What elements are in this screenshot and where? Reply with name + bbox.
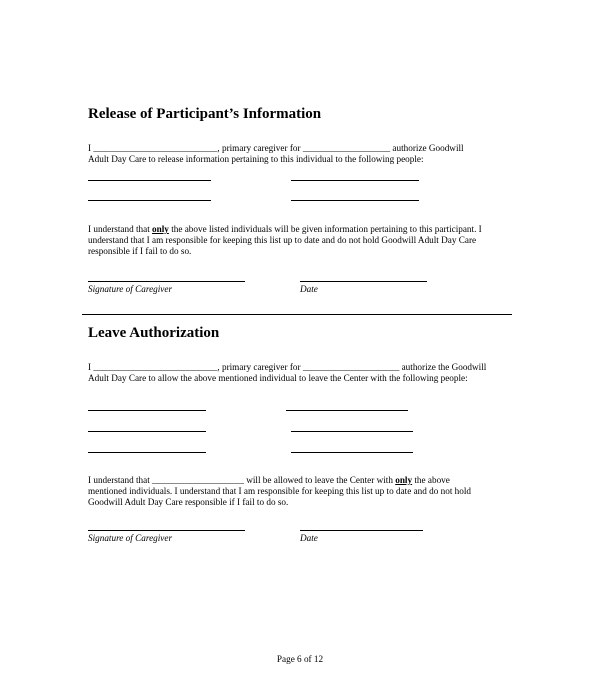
- leave-name-field-6[interactable]: [291, 452, 413, 453]
- leave-intro-line: Adult Day Care to allow the above mentioned individual to leave the Center with the following people:: [88, 373, 468, 383]
- leave-section-title: Leave Authorization: [88, 325, 220, 341]
- release-only-emphasis: only: [152, 224, 169, 234]
- leave-name-field-2[interactable]: [286, 410, 408, 411]
- release-statement-line-2: understand that I am responsible for keeping this list up to date and do not hold Goodwill Adult Day Care: [88, 235, 477, 245]
- release-statement-line-3: responsible if I fail to do so.: [88, 246, 192, 256]
- release-intro-line: Adult Day Care to release information pertaining to this individual to the following people:: [88, 154, 424, 164]
- release-date-field[interactable]: [300, 281, 427, 282]
- leave-caregiver-line: I ___________________________, primary caregiver for _____________________ authorize the Goodwill: [88, 362, 487, 372]
- release-statement-text-cont: the above listed individuals will be given information pertaining to this participant. I: [168, 224, 482, 234]
- release-signature-label: Signature of Caregiver: [88, 284, 173, 294]
- release-name-field-2[interactable]: [291, 180, 419, 181]
- leave-statement-line-2: mentioned individuals. I understand that I am responsible for keeping this list up to date and do not hold: [88, 486, 471, 496]
- leave-signature-label: Signature of Caregiver: [88, 533, 173, 543]
- leave-name-field-3[interactable]: [88, 431, 206, 432]
- leave-signature-field[interactable]: [88, 530, 245, 531]
- leave-statement-line-3: Goodwill Adult Day Care responsible if I fail to do so.: [88, 497, 289, 507]
- release-name-field-3[interactable]: [88, 200, 211, 201]
- release-name-field-4[interactable]: [291, 200, 419, 201]
- leave-statement-text: I understand that ____________________ will be allowed to leave the Center with: [88, 475, 396, 485]
- release-signature-field[interactable]: [88, 281, 245, 282]
- leave-date-label: Date: [300, 533, 318, 543]
- leave-only-emphasis: only: [395, 475, 413, 485]
- release-section-title: Release of Participant’s Information: [88, 106, 322, 122]
- leave-date-field[interactable]: [300, 530, 423, 531]
- leave-name-field-5[interactable]: [88, 452, 206, 453]
- release-statement-text: I understand that: [88, 224, 153, 234]
- release-caregiver-line: I ___________________________, primary caregiver for ___________________ authorize Goodwill: [88, 143, 464, 153]
- section-divider: [82, 314, 512, 315]
- leave-statement-text-cont: the above: [412, 475, 450, 485]
- leave-name-field-1[interactable]: [88, 410, 206, 411]
- leave-name-field-4[interactable]: [291, 431, 413, 432]
- release-date-label: Date: [300, 284, 318, 294]
- release-name-field-1[interactable]: [88, 180, 211, 181]
- page-number: Page 6 of 12: [276, 654, 324, 664]
